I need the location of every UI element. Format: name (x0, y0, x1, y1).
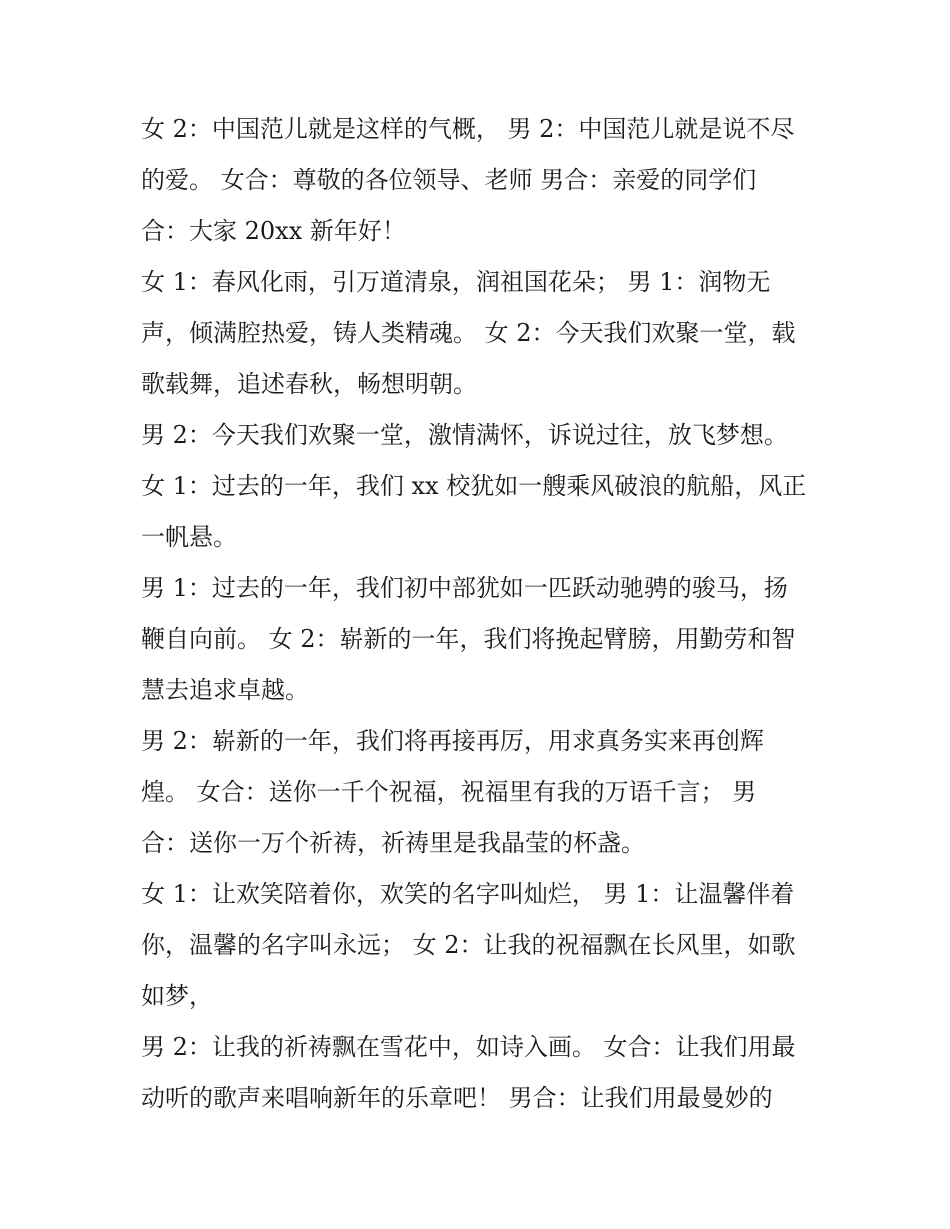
text-line: 煌。 女合：送你一千个祝福，祝福里有我的万语千言； 男 (141, 778, 757, 806)
text-line: 慧去追求卓越。 (141, 676, 309, 704)
text-line: 的爱。 女合：尊敬的各位领导、老师 男合：亲爱的同学们 (141, 166, 757, 194)
text-line: 女 1：过去的一年，我们 xx 校犹如一艘乘风破浪的航船，风正 (141, 472, 807, 500)
text-line: 女 1：让欢笑陪着你，欢笑的名字叫灿烂， 男 1：让温馨伴着 (141, 880, 795, 908)
text-line: 动听的歌声来唱响新年的乐章吧！ 男合：让我们用最曼妙的 (141, 1084, 773, 1112)
text-line: 男 1：过去的一年，我们初中部犹如一匹跃动驰骋的骏马，扬 (141, 574, 788, 602)
text-line: 男 2：今天我们欢聚一堂，激情满怀，诉说过往，放飞梦想。 (141, 421, 788, 449)
text-line: 鞭自向前。 女 2：崭新的一年，我们将挽起臂膀，用勤劳和智 (141, 625, 796, 653)
text-line: 声，倾满腔热爱，铸人类精魂。 女 2：今天我们欢聚一堂，载 (141, 319, 796, 347)
text-line: 合：大家 20xx 新年好！ (141, 217, 406, 245)
text-line: 男 2：崭新的一年，我们将再接再厉，用求真务实来再创辉 (141, 727, 764, 755)
text-line: 女 2：中国范儿就是这样的气概， 男 2：中国范儿就是说不尽 (141, 115, 795, 143)
text-line: 歌载舞，追述春秋，畅想明朝。 (141, 370, 477, 398)
text-line: 女 1：春风化雨，引万道清泉，润祖国花朵； 男 1：润物无 (141, 268, 771, 296)
text-line: 如梦， (141, 982, 213, 1010)
text-line: 你，温馨的名字叫永远； 女 2：让我的祝福飘在长风里，如歌 (141, 931, 796, 959)
text-line: 男 2：让我的祈祷飘在雪花中，如诗入画。 女合：让我们用最 (141, 1033, 796, 1061)
text-line: 合：送你一万个祈祷，祈祷里是我晶莹的杯盏。 (141, 829, 645, 857)
text-line: 一帆悬。 (141, 523, 237, 551)
